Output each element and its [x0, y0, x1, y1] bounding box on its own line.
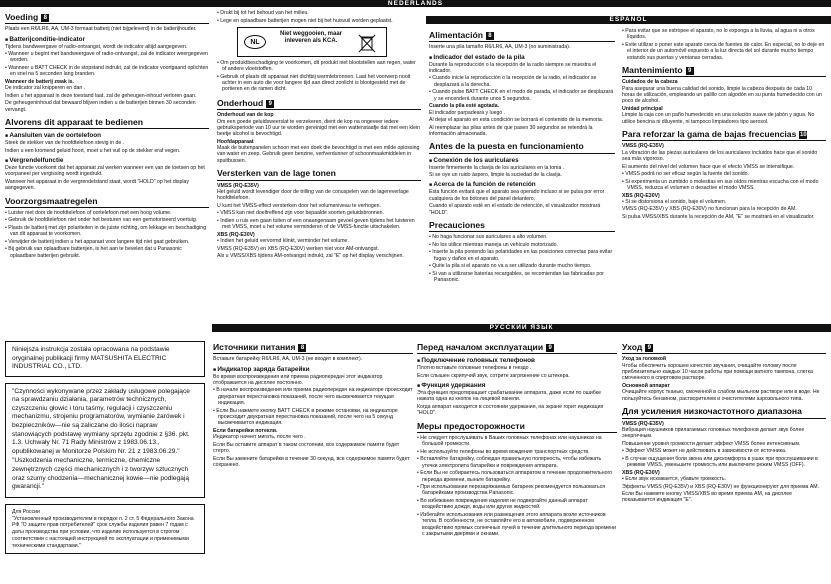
ru-usil-bullet: • Эффект VMSS может не действовать в зависимости от источника.: [622, 448, 826, 454]
pl-warranty-notice: [5, 383, 205, 498]
ru-pit-text: Вставьте батарейку R6/LR6, AA, UM-3 (не входит в комплект).: [213, 356, 363, 363]
nl-onderhoud-sub: Hoofdapparaat: [217, 138, 254, 145]
nl-versterken-sub: XBS (RQ-E30V): [217, 231, 255, 238]
es-mant-sub: Unidad principal: [622, 105, 663, 112]
es-earphone-heading: ■ Conexión de los auriculares: [429, 157, 615, 165]
ru-usil-text: Повышение уровня громкости делает эффект VMSS более интенсивным.: [622, 440, 801, 447]
nl-voeding-text: De geheugeninhoud dat bewaard blijven indien u de batterijen binnen 30 seconden vervangt.: [5, 100, 196, 113]
ru-mery-bullet: • Если Вы не собираетесь пользоваться аппаратом в течение продолжительного периода времени, выньте батарейку.: [417, 470, 617, 483]
nl-voeding-heading: [5, 12, 209, 24]
es-alim-text: Inserte una pila tamaño R6/LR6, AA, UM-3 (no suministrada).: [429, 44, 571, 51]
russian-band-label: РУССКИЙ ЯЗЫК: [489, 324, 554, 331]
section-number-badge: 8: [41, 14, 49, 22]
section-number-badge: 9: [266, 100, 274, 108]
es-alim-text: Durante la reproducción o la recepción de la radio siempre se muestra el indicador.: [429, 61, 597, 74]
ru-uhod-text: Очищайте корпус тканью, смоченной в слабом мыльном растворе или в воде. Не пользуйтесь бензином, растворителем и очистителями аэрозольного типа.: [622, 389, 820, 402]
ru-pered-text: Когда аппарат находится в состоянии удержания, на экране горит индикация "HOLD".: [417, 403, 604, 417]
nl-alvorens-text: Steek de stekker van de hoofdtelefoon stevig in de .: [5, 140, 125, 147]
ru-mery-heading: Меры предосторожности: [417, 421, 617, 433]
es-prec-bullet: • Si van a utilizarse baterías recargables, se recomiendan las fabricadas por Panasonic.: [429, 271, 615, 284]
nl-col2-bullet: • Gebruik of plaats dit apparaat niet dichtbij warmtebronnen. Laat het voorwerp nooit achter in een auto die voor langere tijd aan direct zonlicht is blootgesteld met de portieren en de ramen dicht.: [217, 74, 421, 93]
nl-voeding-text: Plaats een R6/LR6, AA, UM-3 formaat batterij (niet bijgeleverd) in de batterijhouder.: [5, 26, 197, 33]
nl-versterken-text: Als u VMSS/XBS tijdens AM-ontvangst indrukt, zal "E" op het display verschijnen.: [217, 253, 404, 260]
ru-uhod-sub: Основной аппарат: [622, 383, 670, 390]
ru-uhod-text: Чтобы обеспечить хорошее качество звучания, очищайте головку после приблизительно каждых 10 часов работы при помощи ватного тампона, слегка смоченного в спиртовом растворе.: [622, 362, 813, 382]
pl-notice-text: Niniejsza instrukcja została opracowana na podstawie oryginalnej publikacji firmy MATSUSHITA ELECTRIC INDUSTRIAL CO., LTD.: [12, 346, 170, 371]
nl-voorzorgs-bullet: • Plaats de batterij met zijn polariteiten in de juiste richting, om lekkage en beschadiging van dit apparaat te voorkomen.: [5, 225, 209, 238]
es-battery-low-heading: Cuando la pila esté agotada.: [429, 103, 500, 110]
es-antes-text: Si se oye un ruido áspero, limpie la suciedad de la clavija.: [429, 172, 562, 179]
es-alim-bullet: • Cuando inicie la reproducción o la recepción de la radio, el indicador se desplazará a la derecha.: [429, 75, 615, 88]
nl-column-2: [217, 10, 421, 337]
ru-battery-indicator-heading: ■ Индикатор заряда батарейки: [213, 366, 413, 374]
nl-alvorens-text: Indien u een kromend geluid hoort, moet u het vuil op de stekker eraf vegen.: [5, 147, 181, 154]
nl-battery-indicator-heading: ■ Batterijconditie-indicator: [5, 36, 209, 44]
pl-warranty-text: "Uszkodzenia mechaniczne, termiczne, chemiczne zewnętrznych części mechanicznych i z tworzyw sztucznych oraz szumy chodzenia—mechanicznej kowie—nie podlegają gwarancji.": [12, 457, 190, 491]
nl-versterken-bullet: • Indien u ruis een gaan tuiten of een onaangenaam gevoel geven tijdens het luisteren met VMSS, moet u het volume verminderen of de VMSS-functie uitschakelen.: [217, 218, 421, 231]
es-prec-heading: Precauciones: [429, 220, 615, 232]
es-ref-text: Si pulsa VMSS/XBS durante la recepción de AM, "E" se mostrará en el visualizador.: [622, 213, 815, 220]
ru-pered-text: Эта функция предотвращает срабатывание аппарата, даже если по ошибке нажата одна из кнопок на лицевой панели.: [417, 389, 601, 403]
nl-voorzorgs-heading: Voorzorgsmaatregelen: [5, 196, 209, 208]
nl-onderhoud-heading: [217, 98, 421, 110]
section-number-badge: 10: [800, 131, 807, 138]
nl-voorzorgs-bullet: • Bij gebruik van oplaadbare batterijen, is het aan te bevelen dat u Panasonic oplaadbare batterijen gebruikt.: [5, 246, 209, 259]
ru-pered-text: Плотно вставьте головные телефоны в гнездо .: [417, 365, 532, 372]
ru-uhod-title: Уход: [622, 342, 643, 352]
es-mant-title: Mantenimiento: [622, 64, 683, 75]
es-mant-text: Limpie la caja con un paño humedecido en una solución suave de jabón y agua. No utilice bencina ni diluyente, ni tampoco limpiadores tipo aerosol.: [622, 112, 815, 125]
nl-voeding-text: Tijdens bandweergave of radio-ontvangst, wordt de indicator altijd aangegeven.: [5, 43, 188, 50]
ru-usil-text: Эффекты VMSS (RQ-E35V) и XBS (RQ-E30V) не функционируют для приема AM.: [622, 483, 820, 490]
ru-mery-bullet: • Вставляйте батарейку, соблюдая правильную полярность, чтобы избежать утечки электролита батарейки и повреждения аппарата.: [417, 456, 617, 469]
nl-onderhoud-text: Maak de buitenpanelen schoon met een doek die bevochtigd is met een milde oplossing van water en zeep. Gebruik geen benzine, verfverdunner of schoonmaakmiddelen in spuitbussen.: [217, 145, 420, 164]
nl-voeding-text: De indicator zal knipperen en dan .: [5, 85, 86, 92]
nl-alvorens-text: Deze functie voorkomt dat het apparaat zal werken wanneer een van de toetsen op het voorpaneel per vergissing wordt ingedrukt.: [5, 164, 205, 178]
es-prec-bullet: • Inserte la pila poniendo las polaridades en las posiciones correctas para evitar fugas y daños en el aparato.: [429, 249, 615, 262]
es-ref-bullet: • Si se distorsiona el sonido, baje el volumen.: [622, 199, 826, 205]
es-col2-bullet: • Para evitar que se estropee el aparato, no lo exponga a la lluvia, al agua ni a otros líquidos.: [622, 28, 826, 41]
nl-kca-notice: [237, 27, 387, 57]
nl-voorzorgs-bullet: • Luister niet door de hoofdtelefoon of oortelefoon met een hoog volume.: [5, 210, 209, 216]
es-mant-sub: Cuidados de la cabeza: [622, 79, 678, 86]
section-number-badge: 9: [645, 344, 653, 352]
es-alim-text: El indicador parpadeará y luego .: [429, 109, 506, 116]
es-ref-bullet: • VMSS podrá no ser eficaz según la fuente del sonido.: [622, 171, 826, 177]
ru-mery-bullet: • Не следует прослушивать в Ваших головных телефонах или наушниках на большой громкости.: [417, 435, 617, 448]
nl-versterken-sub: VMSS (RQ-E35V): [217, 182, 259, 189]
section-number-badge: 8: [298, 344, 306, 352]
ru-pit-text: Если Вы оставите аппарат в таком состоянии, все содержимое памяти будет стерто.: [213, 441, 400, 455]
nl-onderhoud-sub: Onderhoud van de kop: [217, 112, 274, 119]
ru-usil-sub: VMSS (RQ-E35V): [622, 420, 664, 427]
nl-versterken-text: U kunt het VMSS-effect versterken door het volumeniveau te verhogen.: [217, 202, 381, 209]
ru-usil-bullet: • В случае ощущения боли звона или дискомфорта в ушах при прослушивании в режиме VMSS, уменьшите громкость или выключите режим VMSS (OFF).: [622, 456, 826, 469]
nl-voorzorgs-bullet: • Verwijder de batterij indien u het apparaat voor langere tijd niet gaat gebruiken.: [5, 239, 209, 245]
ru-pit-text: Индикатор начнет мигать, после чего .: [213, 434, 306, 441]
es-mant-text: Para asegurar una buena calidad del sonido, limpie la cabeza después de cada 10 horas de utilización, empleando un palillo con algodón en su punta humedecido con un poco de alcohol.: [622, 85, 822, 105]
es-antes-text: Cuando el aparato esté en el estado de retención, el visualizador mostrará "HOLD".: [429, 203, 601, 216]
nl-versterken-bullet: • Indien het geluid vervormd klinkt, verminder het volume.: [217, 238, 421, 244]
nl-alvorens-heading: Alvorens dit apparaat te bedienen: [5, 117, 209, 129]
crossed-bin-icon: [356, 32, 378, 54]
es-ref-title: Para reforzar la gama de bajas frecuencias: [622, 128, 797, 139]
nl-battery-low-heading: Wanneer de batterij zwak is.: [5, 78, 74, 85]
nl-versterken-text: VMSS (RQ-E35V) en XBS (RQ-E30V) werken niet voor AM-ontvangst.: [217, 245, 380, 252]
ru-mery-bullet: • При использовании перезаряжаемых батареек рекомендуется пользоваться батарейками производства Panasonic.: [417, 484, 617, 497]
es-column-1: [429, 28, 615, 331]
es-battery-indicator-heading: ■ Indicador del estado de la pila: [429, 54, 615, 62]
es-antes-text: Esta función evitará que el aparato sea operado incluso si se pulsa por error cualquiera de los botones del panel delantero.: [429, 189, 605, 202]
es-antes-text: Inserte firmemente la clavija de los auriculares en la toma .: [429, 164, 565, 171]
nl-versterken-heading: Versterken van de lage tonen: [217, 168, 421, 180]
ru-mery-bullet: • Избегайте использования или размещения этого аппарата возле источников тепла. В особенности, не оставляйте его в автомобиле, подверженном воздействию прямых солнечных лучей в течение длительного периода времени с закрытыми дверями и окнами.: [417, 512, 617, 537]
section-number-badge: 9: [686, 67, 694, 75]
nl-col2-bullet: • Drukt bij tot het behoud van het milieu.: [217, 10, 421, 16]
es-prec-bullet: • No los utilice mientras maneja un vehículo motorizado.: [429, 242, 615, 248]
pl-warranty-text: "Czynności wykonywane przez zakłady usługowe polegające na sprawdzaniu działania, parametrów technicznych, czyszczeniu głowic i toru taśmy, regulacji i czyszczeniu mechanizmu, strojeniu programatorów, wymianie żarówek i bezpieczników—nie są zaliczane do ilości napraw stanowiących podstawę wymiany sprzętu zgodnie z §36. pkt. 1.3. Uchwały Nr. 71 Rady Ministrów z 1983.06.13., opublikowanej w Monitorze Polskim Nr. 21 z 1983.06.29.": [12, 387, 190, 455]
es-alim-text: Al dejar el aparato en esta condición se borrará el contenido de la memoria.: [429, 117, 604, 124]
ru-pered-text: Если слышен скрипучий звук, сотрите загрязнение со штекера.: [417, 372, 570, 379]
ru-usil-heading: Для усиления низкочастотного диапазона: [622, 406, 826, 418]
es-ref-bullet: • Si experimenta un zumbido o molestias en sus oídos mientras escucha con el modo VMSS, reduzca el volumen o desactive el modo VMSS.: [622, 179, 826, 192]
ru-column-2: [417, 340, 617, 580]
ru-pit-bullet: • В начале воспроизведения или приема радиопередач на индикаторе происходит двукратная перестановка показаний, после чего высвечивается текущая индикация.: [213, 387, 413, 406]
ru-mery-bullet: • Во избежание повреждения изделия не подвергайте данный аппарат воздействию дождя, воды или других жидкостей.: [417, 498, 617, 511]
nl-versterken-text: Het geluid wordt levendiger door de trilling van de conuspelen van de lagereverlage hoofdtelefoon.: [217, 188, 409, 202]
ru-usil-bullet: • Если звук искажается, убавьте громкость.: [622, 476, 826, 482]
es-column-2: [622, 28, 826, 331]
ru-uhod-sub: Уход за головкой: [622, 356, 667, 363]
es-prec-bullet: • Quite la pila si el aparato no va a ser utilizado durante mucho tiempo.: [429, 263, 615, 269]
pl-publication-notice: [5, 341, 205, 377]
nl-onderhoud-title: Onderhoud: [217, 97, 264, 108]
nl-onderhoud-text: Om een goede geluidsweerslat te verzekeren, dient de kop na ongeveer iedere gebruiksperiode van 10 uur te worden gereinigd met een wattenstaafje dat met een klein beetje alcohol is bevochtigd.: [217, 118, 421, 138]
ru-hold-heading: ■ Функция удержания: [417, 382, 617, 390]
ru-usil-text: Если Вы нажмете кнопку VMSS/XBS во время приема AM, на дисплее показывается индикация "E".: [622, 491, 793, 504]
es-ref-text: El aumento del nivel del volumen hace que el efecto VMSS se intensifique.: [622, 163, 795, 170]
es-ref-heading: [622, 129, 826, 141]
ru-notice-heading: Для России: [12, 508, 40, 515]
nl-hold-heading: ■ Vergrendelfunctie: [5, 157, 209, 165]
ru-uhod-heading: [622, 342, 826, 354]
nl-voeding-bullet: • Wanneer u BATT CHECK in de stopstand indrukt, zal de indicator voortgaand oplichten en snel na 5 seconden lang branden.: [5, 65, 209, 78]
es-antes-heading: Antes de la puesta en funcionamiento: [429, 141, 615, 153]
es-hold-heading: ■ Acerca de la función de retención: [429, 181, 615, 189]
nl-logo: NL: [244, 35, 266, 49]
nl-column-1: [5, 10, 209, 337]
nl-kca-text: Niet weggooien, maar inleveren als KCA.: [279, 30, 342, 45]
es-alim-text: Al reemplazar las pilas antes de que pasen 30 segundos se retendrá la información almacenada.: [429, 124, 593, 137]
nl-alvorens-text: Wanneer het apparaat in de vergrendelstand staat, wordt "HOLD" op het display aangegeven.: [5, 178, 190, 192]
es-ref-sub: XBS (RQ-E30V): [622, 192, 660, 199]
nl-versterken-bullet: • VMSS kan niet doeltreffend zijn voor bepaalde soorten geluidsbronnen.: [217, 210, 421, 216]
nl-col2-bullet: • Lege en oplaadbare batterijen mogen niet bij het huisvuil worden geplaatst.: [217, 18, 421, 24]
nederlands-band: [0, 0, 831, 7]
section-number-badge: 8: [486, 32, 494, 40]
es-alim-heading: [429, 30, 615, 42]
ru-notice-text: "Установленный производителем в порядке п. 2 ст. 5 Федерального Закона РФ "О защите прав потребителей" срок службы изделия равен 7 годам с даты производства при условии, что изделие используется в строгом соответствии с настоящей инструкцией по эксплуатации и применимыми техническими стандартами.": [12, 515, 194, 549]
nl-voorzorgs-bullet: • Gebruik de hoofdtelefoon niet onder het besturen van een gemotoriseerd voertuig.: [5, 217, 209, 223]
es-ref-text: VMSS (RQ-E35V) y XBS (RQ-E30V) no funcionan para la recepción de AM.: [622, 206, 797, 213]
ru-pered-title: Перед началом эксплуатации: [417, 342, 544, 352]
nederlands-band-label: NEDERLANDS: [387, 0, 444, 7]
es-mant-heading: [622, 65, 826, 77]
ru-battery-low-heading: Если батарейки потекли.: [213, 427, 278, 434]
section-number-badge: 9: [546, 344, 554, 352]
ru-column-3: [622, 340, 826, 580]
ru-pit-text: Во время воспроизведения или приема радиопередач этот индикатор отображается на дисплее постоянно.: [213, 373, 383, 386]
pl-notice-column: [5, 341, 205, 581]
ru-pered-heading: [417, 342, 617, 354]
russian-band: [212, 324, 831, 332]
es-alim-bullet: • Cuando pulse BATT CHECK en el modo de parada, el indicador se desplazará y se encenderá durante unos 5 segundos.: [429, 89, 615, 102]
ru-pit-bullet: • Если Вы нажмете кнопку BATT CHECK в режиме остановки, на индикаторе происходит двукратная перестановка показаний, после чего на 5 секунд высвечивается индикация.: [213, 408, 413, 427]
ru-mery-bullet: • Не используйте телефоны во время вождения транспортных средств.: [417, 449, 617, 455]
ru-pit-title: Источники питания: [213, 342, 296, 352]
ru-usil-text: Вибрация наушников прилагаемых головных телефонов делает звук более энергичным.: [622, 426, 805, 440]
ru-usil-sub: XBS (RQ-E30V): [622, 469, 660, 476]
ru-pit-heading: [213, 342, 413, 354]
ru-pit-text: Если Вы замените батарейки в течение 30 секунд, все содержимое памяти будет сохранено.: [213, 455, 410, 469]
es-prec-bullet: • No haga funcionar sus auriculares a alto volumen.: [429, 234, 615, 240]
ru-service-life-notice: [5, 504, 205, 555]
nl-earphone-heading: ■ Aansluiten van de oortelefoon: [5, 132, 209, 140]
nl-voeding-title: Voeding: [5, 12, 39, 22]
ru-earphone-heading: ■ Подключение головных телефонов: [417, 357, 617, 365]
nl-voeding-bullet: • Wanneer u begint met bandweergave of radio-ontvangst, zal de indicator weergegeven worden.: [5, 51, 209, 64]
espanol-band-label: ESPAÑOL: [609, 16, 648, 23]
espanol-band: [426, 16, 831, 24]
es-ref-text: La vibración de las piezas auriculares de los auriculares incluidos hace que el sonido sea más vigoroso.: [622, 149, 818, 163]
es-col2-bullet: • Evite utilizar o poner este aparato cerca de fuentes de calor. En especial, no lo deje en el interior de un automóvil expuesto a la luz directa del sol durante mucho tiempo estando sus puertas y ventanas cerradas.: [622, 42, 826, 61]
ru-column-1: [213, 340, 413, 580]
es-alim-title: Alimentación: [429, 30, 483, 40]
es-ref-sub: VMSS (RQ-E35V): [622, 143, 664, 150]
nl-col2-bullet: • Om produktbeschadiging te voorkomen, dit produkt niet blootstellen aan regen, water of andere vloeistoffen.: [217, 60, 421, 73]
nl-voeding-text: Indien u het apparaat in deze toestand laat, zal de geheugen-inhoud verloren gaan.: [5, 92, 197, 99]
